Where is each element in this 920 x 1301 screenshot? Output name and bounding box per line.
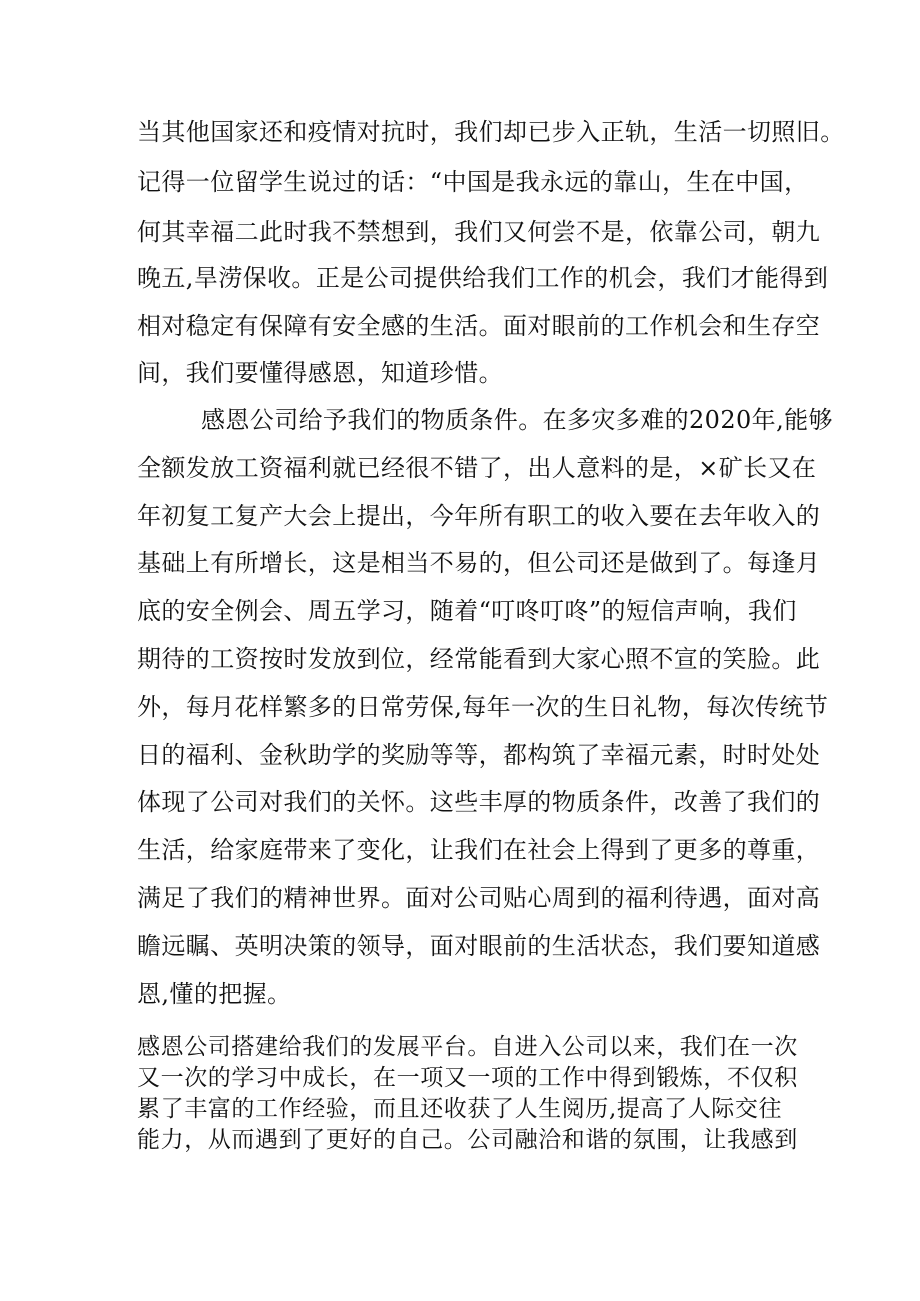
paragraph-2-line-12: 瞻远瞩、英明决策的领导，面对眼前的生活状态，我们要知道感 xyxy=(137,932,821,960)
paragraph-1-line-1: 当其他国家还和疫情对抗时，我们却已步入正轨，生活一切照旧。 xyxy=(137,118,845,146)
paragraph-1-line-2: 记得一位留学生说过的话：“中国是我永远的靠山，生在中国， xyxy=(137,168,809,196)
paragraph-2-line-5: 底的安全例会、周五学习，随着“叮咚叮咚”的短信声响，我们 xyxy=(137,597,797,625)
paragraph-3-line-4: 能力，从而遇到了更好的自己。公司融洽和谐的氛围，让我感到 xyxy=(137,1127,798,1153)
paragraph-1-line-5: 相对稳定有保障有安全感的生活。面对眼前的工作机会和生存空 xyxy=(137,312,821,340)
paragraph-3-line-2: 又一次的学习中成长，在一项又一项的工作中得到锻炼，不仅积 xyxy=(137,1065,798,1091)
paragraph-2-line-3: 年初复工复产大会上提出，今年所有职工的收入要在去年收入的 xyxy=(137,502,821,530)
paragraph-2-line-11: 满足了我们的精神世界。面对公司贴心周到的福利待遇，面对高 xyxy=(137,884,821,912)
paragraph-3-line-3: 累了丰富的工作经验，而且还收获了人生阅历,提高了人际交往 xyxy=(137,1096,783,1122)
paragraph-2-line-9: 体现了公司对我们的关怀。这些丰厚的物质条件，改善了我们的 xyxy=(137,788,821,816)
paragraph-2-line-10: 生活，给家庭带来了变化，让我们在社会上得到了更多的尊重， xyxy=(137,836,821,864)
paragraph-1-line-6: 间，我们要懂得感恩，知道珍惜。 xyxy=(137,359,503,387)
paragraph-2-line-4: 基础上有所增长，这是相当不易的，但公司还是做到了。每逢月 xyxy=(137,549,821,577)
paragraph-1-line-3: 何其幸福二此时我不禁想到，我们又何尝不是，依靠公司，朝九 xyxy=(137,218,821,246)
paragraph-2-line-1: 感恩公司给予我们的物质条件。在多灾多难的2020年,能够 xyxy=(201,406,833,434)
paragraph-1-line-4: 晚五,旱涝保收。正是公司提供给我们工作的机会，我们才能得到 xyxy=(137,264,829,292)
paragraph-3-line-1: 感恩公司搭建给我们的发展平台。自进入公司以来，我们在一次 xyxy=(137,1034,798,1060)
paragraph-2-line-6: 期待的工资按时发放到位，经常能看到大家心照不宣的笑脸。此 xyxy=(137,645,821,673)
paragraph-2-line-8: 日的福利、金秋助学的奖励等等，都构筑了幸福元素，时时处处 xyxy=(137,741,821,769)
paragraph-2-line-2: 全额发放工资福利就已经很不错了，出人意料的是，×矿长又在 xyxy=(137,454,817,482)
paragraph-2-line-7: 外，每月花样繁多的日常劳保,每年一次的生日礼物，每次传统节 xyxy=(137,693,829,721)
paragraph-2-line-13: 恩,懂的把握。 xyxy=(137,980,292,1008)
